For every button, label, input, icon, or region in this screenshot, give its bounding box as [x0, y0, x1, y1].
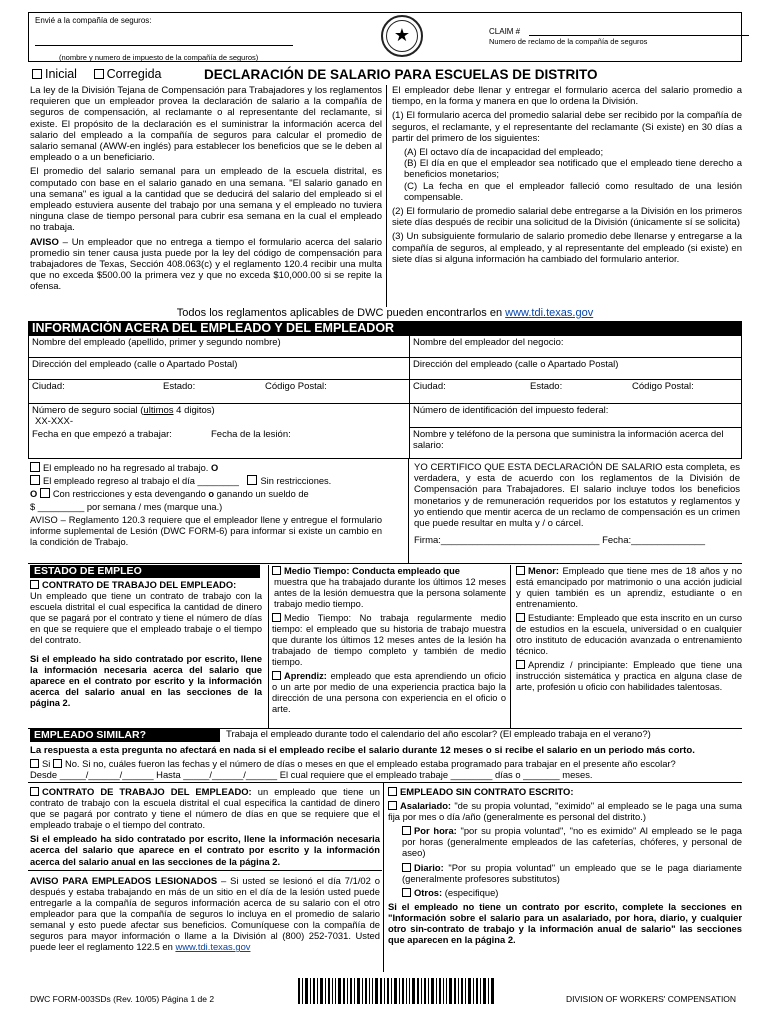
- checkbox-icon[interactable]: [402, 888, 411, 897]
- divider: [268, 565, 269, 728]
- list-item: (B) El día en que el empleador sea notificado que el empleado tiene derecho a beneficios monetarios;: [404, 158, 742, 181]
- intro-left-column: [30, 85, 382, 296]
- employer-city-state-zip[interactable]: [410, 380, 742, 404]
- part-time-text: muestra que ha trabajado durante los últimos 12 meses antes de la lesión demuestra que la persona solamente trabajo medio tiempo.: [274, 576, 506, 609]
- checkbox-icon[interactable]: [272, 613, 281, 622]
- divider: [386, 85, 387, 307]
- list-item: (A) El octavo día de incapacidad del empleado;: [404, 147, 604, 159]
- employer-address-field[interactable]: Dirección del empleado (calle o Apartado Postal): [410, 358, 742, 380]
- city-label: Ciudad:: [32, 381, 65, 392]
- intro-right-column: [392, 85, 742, 268]
- initial-option[interactable]: Inicial: [32, 67, 77, 81]
- city-label: Ciudad:: [413, 381, 446, 392]
- state-label: Estado:: [530, 381, 563, 392]
- header-box: [28, 12, 742, 62]
- employee-name-field[interactable]: Nombre del empleado (apellido, primer y segundo nombre): [29, 336, 409, 358]
- dates-row[interactable]: [29, 428, 409, 458]
- minor-student-block: Menor: Empleado que tiene mes de 18 años y no está emancipado por matrimonio o una acción judicial y quien también es un aprendiz, estudiante o en entrenamiento. Estudiante: Empleado que esta inscrito en un curso de estudios en la escuela, universidad o en cualquier otro instituto de educación avanzada o entrenamiento técnico. Aprendiz / principiante: Empleado que tiene una instrucción sistemática y practica en alguna clase de arte, profesión u oficio con habilidades talentosas.: [516, 566, 742, 692]
- checkbox-icon[interactable]: [32, 69, 42, 79]
- checkbox-icon[interactable]: [516, 660, 525, 669]
- section-header-similar: EMPLEADO SIMILAR?: [30, 729, 220, 742]
- employee-address-field[interactable]: Dirección del empleado (calle o Apartado Postal): [29, 358, 409, 380]
- ssn-mask: XX-XXX-: [35, 416, 74, 428]
- intro-paragraph: La ley de la División Tejana de Compensación para Trabajadores y los reglamentos requieren que un empleador provea la declaración de salario a la compañía de seguros de compensación, al reclamante o al representante del reclamante, si existe. El propósito de la declaración es el suministrar la información acerca del salario del empleado a la compañía de seguros para calcular el promedio de salario semanal (AWW-en inglés) para establecer los beneficios que se le deben al empleado o a un beneficiario.: [30, 85, 382, 164]
- checkbox-icon[interactable]: [30, 580, 39, 589]
- zip-label: Código Postal:: [265, 381, 327, 392]
- checkbox-icon[interactable]: [30, 787, 39, 796]
- aviso-paragraph: AVISO – Reglamento 120.3 requiere que el empleador llene y entregue el formulario informe suplemental de Lesión (DWC FORM-6) para informar si existe un cambio en la condición de Trabajo.: [30, 514, 382, 547]
- employee-employer-grid: [28, 336, 742, 458]
- claim-number-field[interactable]: [529, 35, 749, 36]
- aviso-paragraph: AVISO – Un empleador que no entrega a tiempo el formulario acerca del salario promedio sin tener causa justa puede por la ley del código de compensación para trabajadores de Texas, Sección 408.063(c) y el reglamento 120.4 recibir una multa que no exceda $500.00 la primera vez y que no exceda $10,000.00 si se repite la ofensa.: [30, 236, 382, 293]
- checkbox-icon[interactable]: [516, 613, 525, 622]
- claim-label: CLAIM #: [489, 27, 521, 36]
- intro-paragraph: (2) El formulario de promedio salarial debe entregarse a la División en los primeros siete días después de recibir una solicitud de la División (únicamente sí se solicita): [392, 206, 742, 229]
- final-instructions: Si el empleado no tiene un contrato por escrito, complete la secciones en "Información sobre el salario para un asalariado, por hora, diario, y cualquier otro sin-contrato de trabajo y la información anual de salario" las secciones que aparecen en la página 2.: [388, 900, 742, 946]
- checkbox-icon[interactable]: [402, 863, 411, 872]
- ssn-field[interactable]: Número de seguro social (ultimos 4 digitos) XX-XXX-: [29, 404, 409, 428]
- checkbox-icon[interactable]: [388, 801, 397, 810]
- divider: [28, 870, 382, 871]
- checkbox-icon[interactable]: [30, 475, 40, 485]
- checkbox-icon[interactable]: [53, 759, 62, 768]
- divider: [510, 565, 511, 728]
- section-header-employment: ESTADO DE EMPLEO: [30, 565, 260, 578]
- checkbox-icon[interactable]: [272, 566, 281, 575]
- intro-paragraph: El promedio del salario semanal para un empleado de la escuela distrital, es computado con base en el salario ganado en una semana. "El salario ganado en una semana" es igual a la cantidad que se deducirá del salario del empleado si el empleado estuviera ausente del trabajo por una semana y el empleado no tuviera ninguna clase de tiempo personal para cubrir esa semana en la cual el empleado no trabaja.: [30, 166, 382, 234]
- contract-instructions: Si el empleado ha sido contratado por escrito, llene la información necesaria acerca del salario que aparece en el contrato por escrito y la información acerca del salario anual en las secciones de la página 2.: [30, 653, 262, 708]
- aviso-link[interactable]: www.tdi.texas.gov: [175, 941, 251, 953]
- divider: [28, 782, 742, 783]
- divider: [383, 782, 384, 972]
- divider: [408, 458, 409, 563]
- bottom-right-column: EMPLEADO SIN CONTRATO ESCRITO: Asalariado: "de su propia voluntad, "eximido" al empleado se le paga una suma fija por mes o día /año (generalmente es personal del distrito.) Por hora: "por su propia voluntad", "no es eximido" Al empleado se le paga por horas (generalmente empleados de las cafeterías, chóferes, y personal de aseo) Diario: "Por su propia voluntad" un empleado que se le paga diariamente (generalmente profesores substitutos) Otros: (especifique) Si el empleado no tiene un contrato por escrito, complete la secciones en "Información sobre el salario para un asalariado, por hora, diario, y cualquier otro sin-contrato de trabajo y la información anual de salario" las secciones que aparecen en la página 2.: [388, 786, 743, 946]
- rules-link[interactable]: www.tdi.texas.gov: [505, 307, 594, 319]
- rules-note: Todos los reglamentos aplicables de DWC pueden encontrarlos en www.tdi.texas.gov: [176, 307, 594, 319]
- bottom-left-column: CONTRATO DE TRABAJO DEL EMPLEADO: un empleado que tiene un contrato de trabajo con la escuela distrital el cual especifica la cantidad de dinero que se pagará por contrato y tiene el número de días en que se requiere que el empleado trabaje o el tiempo del contrato. Si el empleado ha sido contratado por escrito, llene la información necesaria acerca del salario que aparece en el contrato por escrito y la información acerca del salario anual en las secciones de la página 2. AVISO PARA EMPLEADOS LESIONADOS – Si usted se lesionó el día 7/1/02 o después y estaba trabajando en más de un sitio en el día de la lesión usted puede entregarle a la compañía de seguros información acerca de su salario con el otro empleador para que la compañía de seguros lo incluya en el promedio de salario semanal y esto puede afectar sus beneficios. Comuníquese con la compañía de seguros para mayor información o llame a la División al (800) 252-7031. Usted puede leer el reglamento 122.5 en www.tdi.texas.gov: [30, 786, 381, 953]
- tax-id-field[interactable]: Número de identificación del impuesto federal:: [410, 404, 742, 428]
- division-name: DIVISION OF WORKERS' COMPENSATION: [566, 994, 737, 1004]
- insurer-caption: (nombre y numero de impuesto de la compañía de seguros): [59, 53, 259, 62]
- zip-label: Código Postal:: [632, 381, 694, 392]
- checkbox-icon[interactable]: [516, 566, 525, 575]
- contract-block: CONTRATO DE TRABAJO DEL EMPLEADO: Un empleado que tiene un contrato de trabajo con la escuela distrital el cual especifica la cantidad de dinero que se pagará por el contrato y tiene el número de días en que se requiere que el empleado trabaje o el tiempo del contrato. Si el empleado ha sido contratado por escrito, llene la información necesaria acerca del salario que aparece en el contrato por escrito y la información acerca del salario anual en las secciones de la página 2.: [30, 580, 262, 708]
- contract-instructions: Si el empleado ha sido contratado por escrito, llene la información necesaria acerca del salario que aparece en el contrato por escrito y la información acerca del salario anual en las secciones de la página 2.: [30, 833, 380, 867]
- send-to-label: Envié a la compañía de seguros:: [35, 16, 152, 25]
- intro-paragraph: El empleador debe llenar y entregar el formulario acerca del salario promedio a tiempo, en la forma y manera en que lo ordena la División.: [392, 85, 742, 108]
- form-id: DWC FORM-003SDs (Rev. 10/05) Página 1 de 2: [30, 994, 215, 1004]
- checkbox-icon[interactable]: [272, 671, 281, 680]
- similar-question: Trabaja el empleado durante todo el calendario del año escolar? (El empleado trabaja en el verano?): [226, 729, 651, 740]
- state-label: Estado:: [163, 381, 196, 392]
- similar-answer: Si No. Si no, cuáles fueron las fechas y el número de días o meses en que el empleado estaba programado para trabajar en el presente año escolar? Desde _____/______/______ Hasta _____/______/______ El cual requiere que el empleado trabaje ________ días o _______ meses.: [30, 758, 676, 781]
- barcode-icon: [298, 978, 494, 1004]
- start-date-label: Fecha en que empezó a trabajar:: [32, 429, 172, 440]
- signature-row[interactable]: Firma:______________________________ Fecha:______________: [414, 535, 706, 547]
- checkbox-icon[interactable]: [40, 488, 50, 498]
- checkbox-icon[interactable]: [30, 759, 39, 768]
- list-item: (C) La fecha en que el empleador falleció como resultado de una lesión compensable.: [404, 180, 742, 203]
- form-title: DECLARACIÓN DE SALARIO PARA ESCUELAS DE DISTRITO: [204, 67, 598, 82]
- corrected-option[interactable]: Corregida: [94, 67, 162, 81]
- section-header-employee-info: INFORMACIÓN ACERA DEL EMPLEADO Y DEL EMPLEADOR: [28, 321, 742, 336]
- employer-name-field[interactable]: Nombre del empleador del negocio:: [410, 336, 742, 358]
- part-time-block: Medio Tiempo: Conducta empleado que muestra que ha trabajado durante los últimos 12 meses antes de la lesión demuestra que la persona solamente trabajo medio tiempo. Medio Tiempo: No trabaja regularmente medio tiempo: el empleado que su historia de trabajo muestra que durante los últimos 12 meses antes de la lesión ha trabajado de tiempo completo y también de medio tiempo. Aprendiz: empleado que esta aprendiendo un oficio o un arte por medio de una experiencia practica bajo la dirección de una persona con experiencia en el oficio o arte.: [272, 566, 506, 714]
- checkbox-icon[interactable]: [30, 462, 40, 472]
- claim-caption: Numero de reclamo de la compañía de seguros: [489, 37, 648, 46]
- texas-seal-icon: ★: [381, 15, 423, 57]
- divider: [28, 563, 742, 564]
- checkbox-icon[interactable]: [388, 787, 397, 796]
- intro-paragraph: (1) El formulario acerca del promedio salarial debe ser recibido por la compañía de seguros, el reclamante, y el representante del reclamante (Si existe) en 30 días a partir del primero de los siguientes:: [392, 110, 742, 144]
- certification-block: [414, 462, 740, 546]
- checkbox-icon[interactable]: [94, 69, 104, 79]
- employee-city-state-zip[interactable]: [29, 380, 409, 404]
- contact-field[interactable]: Nombre y teléfono de la persona que suministra la información acerca del salario:: [413, 429, 724, 452]
- return-to-work-block: El empleado no ha regresado al trabajo. O El empleado regreso al trabajo el día ________ Sin restricciones. O Con restricciones y esta devengando o ganando un sueldo de $ _________ por semana / mes (marque una.) AVISO – Reglamento 120.3 requiere que el empleador llene y entregue el formulario informe suplemental de Lesión (DWC FORM-6) para informar si existe un cambio en la condición de Trabajo.: [30, 463, 382, 547]
- checkbox-icon[interactable]: [247, 475, 257, 485]
- insurer-name-field[interactable]: [35, 45, 293, 46]
- similar-note: La respuesta a esta pregunta no afectará en nada si el empleado recibe el salario durante 12 meses o si recibe el salario en un periodo más corto.: [30, 745, 695, 756]
- injury-date-label: Fecha de la lesión:: [211, 429, 291, 440]
- divider: [28, 458, 742, 459]
- title-row: [32, 67, 742, 83]
- contract-text: Un empleado que tiene un contrato de trabajo con la escuela distrital el cual especifica la cantidad de dinero que se pagará por el contrato y tiene el número de días en que se requiere que el empleado trabaje o el tiempo del contrato.: [30, 590, 262, 645]
- checkbox-icon[interactable]: [402, 826, 411, 835]
- intro-paragraph: (3) Un subsiguiente formulario de salario promedio debe llenarse y entregarse a la compañía de seguros, al empleado, y al representante del empleado (si existe) en siete días si alguna información ha cambiado del formulario anterior.: [392, 231, 742, 265]
- certification-text: YO CERTIFICO QUE ESTA DECLARACIÓN DE SALARIO esta completa, es verdadera, y esta de acuerdo con los reglamentos de la División de Compensación para Trabajadores. El salario incluye todos los beneficios monetarios y de remuneración requeridos por los estatutos y reglamentos y yo entiendo que mentir acerca de un reclamo de compensación es un crimen que puede resultar en multa y / o cárcel.: [414, 462, 740, 530]
